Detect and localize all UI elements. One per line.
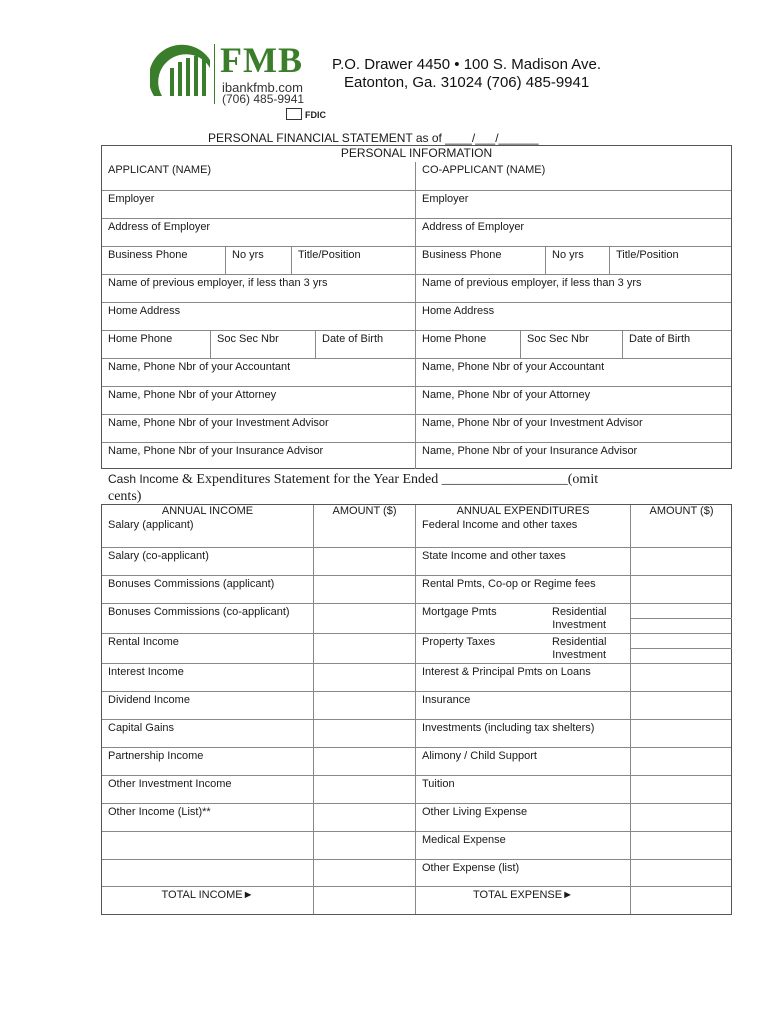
expense-amount-field[interactable]	[631, 776, 732, 803]
expense-amount-field[interactable]	[631, 604, 732, 633]
expense-item[interactable]	[416, 692, 630, 719]
employer-field[interactable]	[102, 191, 415, 218]
expense-amount-field[interactable]	[631, 664, 732, 691]
equal-housing-icon	[286, 108, 302, 120]
total-expense-label: TOTAL EXPENSE►	[473, 889, 573, 901]
expense-item[interactable]	[416, 548, 630, 575]
expense-item[interactable]	[416, 634, 630, 663]
expense-item-label: Medical Expense	[422, 834, 506, 846]
co-investment-advisor-field[interactable]	[416, 415, 732, 442]
prev-employer-field[interactable]	[102, 275, 415, 302]
expense-amount-field[interactable]	[631, 517, 732, 547]
co-insurance-advisor-field[interactable]	[416, 443, 732, 469]
coapplicant-heading: CO-APPLICANT (NAME)	[422, 164, 546, 176]
cash-statement-heading	[108, 471, 598, 505]
residential-label: Residential	[552, 606, 607, 618]
income-item[interactable]: Salary (applicant)	[108, 519, 194, 531]
expense-item[interactable]	[416, 776, 630, 803]
co-accountant-label: Name, Phone Nbr of your Accountant	[422, 361, 605, 373]
co-soc-sec-label: Soc Sec Nbr	[527, 333, 589, 345]
applicant-name-field[interactable]	[102, 162, 415, 190]
expense-amount-field[interactable]	[631, 860, 732, 886]
home-address-label: Home Address	[108, 305, 181, 317]
business-phone-label: Business Phone	[108, 249, 188, 261]
income-item[interactable]: Bonuses Commissions (applicant)	[108, 578, 275, 590]
co-insurance-advisor-label: Name, Phone Nbr of your Insurance Advisor	[422, 445, 638, 457]
income-amount-field[interactable]	[314, 804, 415, 831]
expense-item-label: Mortgage Pmts	[422, 606, 497, 618]
annual-expenditures-header: ANNUAL EXPENDITURES	[456, 505, 590, 517]
investment-advisor-field[interactable]	[102, 415, 415, 442]
income-item[interactable]: Dividend Income	[108, 694, 190, 706]
expense-item-label: Rental Pmts, Co-op or Regime fees	[422, 578, 596, 590]
total-income-label: TOTAL INCOME►	[161, 889, 254, 901]
expense-item[interactable]	[416, 832, 630, 859]
income-amount-header: AMOUNT ($)	[332, 505, 397, 517]
income-expense-row	[102, 775, 731, 803]
income-expense-row	[102, 575, 731, 603]
income-expense-row	[102, 603, 731, 633]
expense-item[interactable]	[416, 604, 630, 633]
expense-amount-field[interactable]	[631, 748, 732, 775]
income-item[interactable]: Bonuses Commissions (co-applicant)	[108, 606, 290, 618]
attorney-field[interactable]	[102, 387, 415, 414]
expense-item[interactable]	[416, 720, 630, 747]
expense-item[interactable]	[416, 664, 630, 691]
co-no-yrs-label: No yrs	[552, 249, 584, 261]
expense-amount-header: AMOUNT ($)	[649, 505, 714, 517]
co-accountant-field[interactable]	[416, 359, 732, 386]
soc-sec-label: Soc Sec Nbr	[217, 333, 279, 345]
expense-amount-field[interactable]	[631, 832, 732, 859]
income-expense-row	[102, 859, 731, 886]
co-business-phone-field[interactable]	[416, 247, 545, 274]
cash-heading-line2: cents)	[108, 489, 142, 504]
income-expense-row	[102, 831, 731, 859]
co-employer-label: Employer	[422, 193, 469, 205]
income-expense-row	[102, 803, 731, 831]
expense-item[interactable]	[416, 804, 630, 831]
co-home-address-label: Home Address	[422, 305, 495, 317]
home-phone-label: Home Phone	[108, 333, 173, 345]
title-position-label: Title/Position	[298, 249, 361, 261]
income-amount-field[interactable]	[314, 860, 415, 886]
address-line-2: Eatonton, Ga. 31024 (706) 485-9941	[344, 74, 590, 91]
income-amount-field[interactable]	[314, 692, 415, 719]
no-yrs-field[interactable]	[225, 247, 291, 274]
employer-address-label: Address of Employer	[108, 221, 211, 233]
expense-amount-field[interactable]	[631, 634, 732, 663]
income-amount-field[interactable]	[314, 634, 415, 663]
expense-item-label: Property Taxes	[422, 636, 496, 648]
expense-item[interactable]	[416, 860, 630, 886]
co-employer-field[interactable]	[416, 191, 732, 218]
income-expense-row	[102, 547, 731, 575]
income-item[interactable]: Interest Income	[108, 666, 184, 678]
website-link[interactable]: ibankfmb.com	[222, 80, 303, 95]
logo-divider	[214, 44, 215, 104]
expense-item-label: Tuition	[422, 778, 455, 790]
income-amount-field[interactable]	[314, 548, 415, 575]
co-home-address-field[interactable]	[416, 303, 732, 330]
home-address-field[interactable]	[102, 303, 415, 330]
expense-item-label: Federal Income and other taxes	[422, 519, 578, 531]
expense-item-label: Insurance	[422, 694, 471, 706]
income-expense-row	[102, 719, 731, 747]
expense-item[interactable]	[416, 517, 630, 547]
expense-amount-field[interactable]	[631, 720, 732, 747]
investment-advisor-label: Name, Phone Nbr of your Investment Advisor	[108, 417, 329, 429]
co-dob-field[interactable]	[622, 331, 732, 358]
co-prev-employer-label: Name of previous employer, if less than 3 yrs	[422, 277, 642, 289]
expense-amount-field[interactable]	[631, 804, 732, 831]
co-investment-advisor-label: Name, Phone Nbr of your Investment Advisor	[422, 417, 643, 429]
co-home-phone-field[interactable]	[416, 331, 520, 358]
total-expense-amount[interactable]	[631, 887, 732, 916]
no-yrs-label: No yrs	[232, 249, 264, 261]
address-line-1: P.O. Drawer 4450 • 100 S. Madison Ave.	[332, 56, 602, 73]
income-item[interactable]: Capital Gains	[108, 722, 175, 734]
co-attorney-field[interactable]	[416, 387, 732, 414]
co-prev-employer-field[interactable]	[416, 275, 732, 302]
prev-employer-label: Name of previous employer, if less than 3 yrs	[108, 277, 328, 289]
soc-sec-field[interactable]	[210, 331, 315, 358]
personal-info-table	[101, 145, 732, 469]
fmb-logo-mark	[150, 40, 214, 100]
income-item[interactable]	[102, 832, 313, 859]
co-employer-address-field[interactable]	[416, 219, 732, 246]
co-dob-label: Date of Birth	[629, 333, 691, 345]
income-amount-field[interactable]	[314, 604, 415, 633]
expense-item-label: Interest & Principal Pmts on Loans	[422, 666, 591, 678]
income-amount-field[interactable]	[314, 517, 415, 547]
title-position-field[interactable]	[291, 247, 415, 274]
income-expense-row	[102, 633, 731, 663]
dob-label: Date of Birth	[322, 333, 384, 345]
income-amount-field[interactable]	[314, 720, 415, 747]
expense-amount-field[interactable]	[631, 576, 732, 603]
income-expense-row	[102, 747, 731, 775]
expense-item-label: Other Living Expense	[422, 806, 528, 818]
expense-amount-field[interactable]	[631, 548, 732, 575]
residential-investment-sublabels	[552, 606, 606, 632]
co-no-yrs-field[interactable]	[545, 247, 609, 274]
residential-investment-sublabels	[552, 636, 606, 662]
co-title-position-label: Title/Position	[616, 249, 679, 261]
expense-item-label: State Income and other taxes	[422, 550, 566, 562]
statement-title: PERSONAL FINANCIAL STATEMENT as of ____/___/______	[208, 131, 539, 145]
income-item[interactable]: Salary (co-applicant)	[108, 550, 209, 562]
co-attorney-label: Name, Phone Nbr of your Attorney	[422, 389, 591, 401]
expense-amount-field[interactable]	[631, 692, 732, 719]
income-item[interactable]: Rental Income	[108, 636, 179, 648]
income-amount-field[interactable]	[314, 664, 415, 691]
income-expense-row	[102, 517, 731, 547]
applicant-heading: APPLICANT (NAME)	[108, 164, 212, 176]
income-expense-row	[102, 663, 731, 691]
home-phone-field[interactable]	[102, 331, 210, 358]
income-item[interactable]: Other Investment Income	[108, 778, 232, 790]
residential-label: Residential	[552, 636, 607, 648]
insurance-advisor-label: Name, Phone Nbr of your Insurance Advisor	[108, 445, 324, 457]
coapplicant-name-field[interactable]	[416, 162, 732, 190]
investment-label: Investment	[552, 649, 607, 661]
income-item[interactable]: Partnership Income	[108, 750, 204, 762]
income-amount-field[interactable]	[314, 748, 415, 775]
income-amount-field[interactable]	[314, 776, 415, 803]
income-item[interactable]	[102, 860, 313, 886]
total-income-amount[interactable]	[314, 887, 415, 916]
accountant-label: Name, Phone Nbr of your Accountant	[108, 361, 291, 373]
expense-item[interactable]	[416, 748, 630, 775]
cash-heading-prefix: Cash Income	[108, 472, 183, 486]
dob-field[interactable]	[315, 331, 415, 358]
insurance-advisor-field[interactable]	[102, 443, 415, 469]
brand-name: FMB	[220, 40, 303, 80]
expense-item-label: Investments (including tax shelters)	[422, 722, 595, 734]
logo-phone: (706) 485-9941	[222, 92, 305, 106]
expense-item-label: Other Expense (list)	[422, 862, 520, 874]
employer-address-field[interactable]	[102, 219, 415, 246]
personal-info-heading: PERSONAL INFORMATION	[340, 146, 493, 160]
employer-label: Employer	[108, 193, 155, 205]
income-expense-row	[102, 691, 731, 719]
income-expenditure-table	[101, 504, 732, 915]
income-amount-field[interactable]	[314, 832, 415, 859]
expense-item-label: Alimony / Child Support	[422, 750, 537, 762]
fdic-badge: FDIC	[305, 110, 326, 120]
accountant-field[interactable]	[102, 359, 415, 386]
co-soc-sec-field[interactable]	[520, 331, 622, 358]
annual-income-header: ANNUAL INCOME	[161, 505, 254, 517]
co-home-phone-label: Home Phone	[422, 333, 487, 345]
investment-label: Investment	[552, 619, 607, 631]
co-business-phone-label: Business Phone	[422, 249, 502, 261]
income-amount-field[interactable]	[314, 576, 415, 603]
cash-heading-rest: & Expenditures Statement for the Year Ended __________________(omit	[182, 472, 599, 487]
attorney-label: Name, Phone Nbr of your Attorney	[108, 389, 277, 401]
co-title-position-field[interactable]	[609, 247, 732, 274]
co-employer-address-label: Address of Employer	[422, 221, 525, 233]
income-item[interactable]: Other Income (List)**	[108, 806, 211, 818]
business-phone-field[interactable]	[102, 247, 225, 274]
expense-item[interactable]	[416, 576, 630, 603]
